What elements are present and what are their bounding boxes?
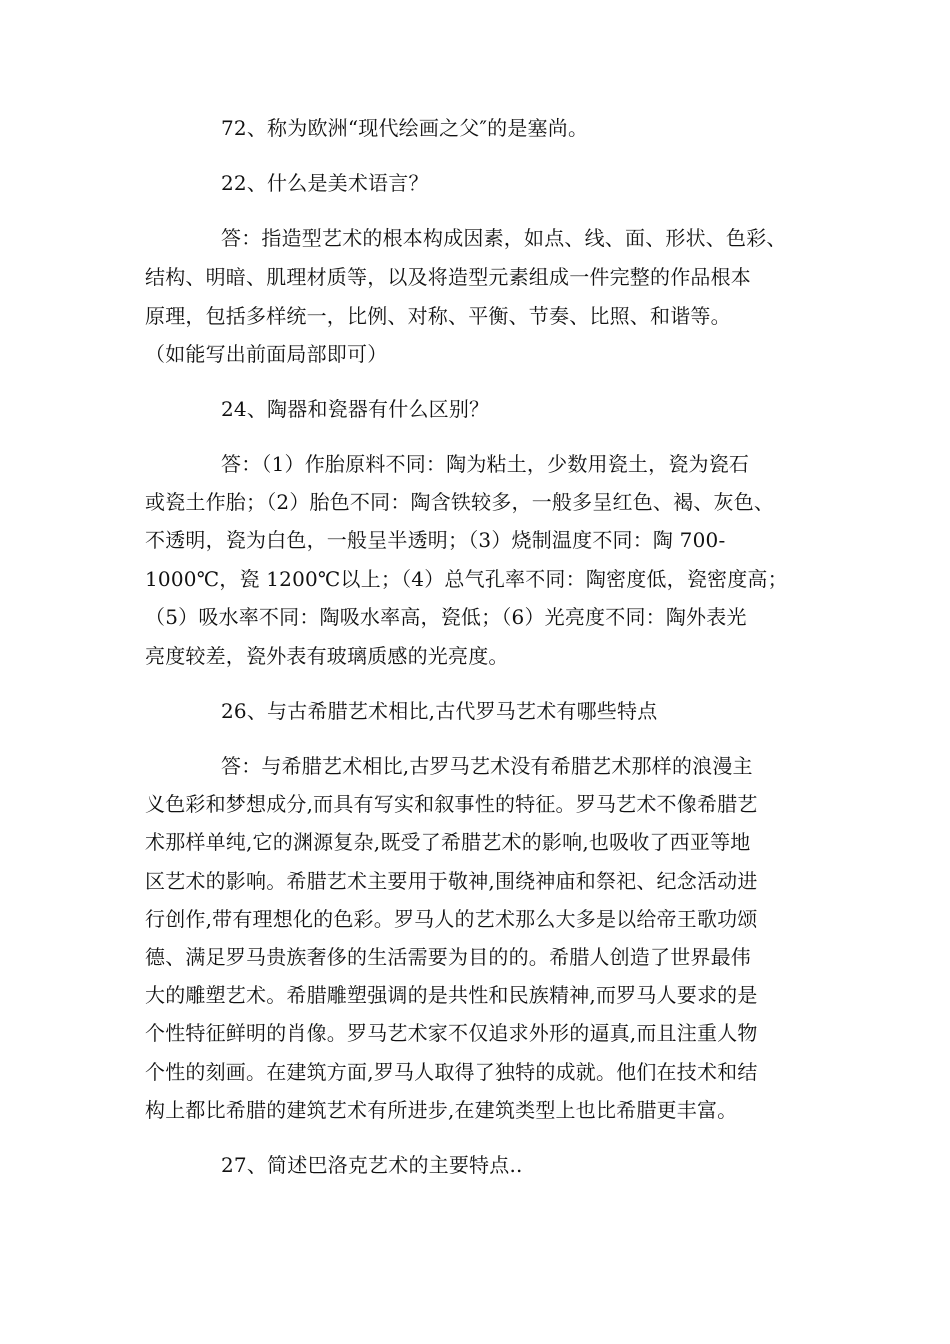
heading-q26: 26、与古希腊艺术相比,古代罗马艺术有哪些特点 — [221, 699, 658, 723]
answer-q26-line-8: 个性特征鲜明的肖像。罗马艺术家不仅追求外形的逼真,而且注重人物 — [145, 1021, 758, 1045]
answer-q24-line-4: 1000℃，瓷 1200℃以上；（4）总气孔率不同：陶密度低，瓷密度高； — [145, 567, 788, 591]
answer-q26-line-10: 构上都比希腊的建筑艺术有所进步,在建筑类型上也比希腊更丰富。 — [145, 1098, 738, 1122]
answer-q26-line-3: 术那样单纯,它的渊源复杂,既受了希腊艺术的影响,也吸收了西亚等地 — [145, 830, 751, 854]
answer-q26-line-7: 大的雕塑艺术。希腊雕塑强调的是共性和民族精神,而罗马人要求的是 — [145, 983, 758, 1007]
answer-q26-line-5: 行创作,带有理想化的色彩。罗马人的艺术那么大多是以给帝王歌功颂 — [145, 907, 758, 931]
heading-q22: 22、什么是美术语言？ — [221, 171, 429, 195]
answer-q22-line-3: 原理，包括多样统一，比例、对称、平衡、节奏、比照、和谐等。 — [145, 304, 731, 328]
answer-q26-line-6: 德、满足罗马贵族奢侈的生活需要为目的的。希腊人创造了世界最伟 — [145, 945, 751, 969]
answer-q22-line-4: （如能写出前面局部即可） — [145, 342, 388, 366]
heading-q72: 72、称为欧洲“现代绘画之父″的是塞尚。 — [221, 116, 589, 140]
answer-q22-line-2: 结构、明暗、肌理材质等，以及将造型元素组成一件完整的作品根本 — [145, 265, 751, 289]
answer-q22-line-1: 答：指造型艺术的根本构成因素，如点、线、面、形状、色彩、 — [221, 226, 787, 250]
answer-q24-line-3: 不透明，瓷为白色，一般呈半透明；（3）烧制温度不同：陶 700- — [145, 528, 726, 552]
answer-q26-line-4: 区艺术的影响。希腊艺术主要用于敬神,围绕神庙和祭祀、纪念活动进 — [145, 869, 758, 893]
answer-q24-line-5: （5）吸水率不同：陶吸水率高，瓷低；（6）光亮度不同：陶外表光 — [145, 605, 747, 629]
answer-q24-line-1: 答：（1）作胎原料不同：陶为粘土，少数用瓷土，瓷为瓷石 — [221, 452, 750, 476]
answer-q26-line-2: 义色彩和梦想成分,而具有写实和叙事性的特征。罗马艺术不像希腊艺 — [145, 792, 758, 816]
answer-q24-line-2: 或瓷土作胎；（2）胎色不同：陶含铁较多，一般多呈红色、褐、灰色、 — [145, 490, 775, 514]
answer-q26-line-1: 答：与希腊艺术相比,古罗马艺术没有希腊艺术那样的浪漫主 — [221, 754, 753, 778]
heading-q27: 27、简述巴洛克艺术的主要特点.. — [221, 1153, 523, 1177]
answer-q26-line-9: 个性的刻画。在建筑方面,罗马人取得了独特的成就。他们在技术和结 — [145, 1060, 758, 1084]
heading-q24: 24、陶器和瓷器有什么区别？ — [221, 397, 490, 421]
answer-q24-line-6: 亮度较差，瓷外表有玻璃质感的光亮度。 — [145, 644, 509, 668]
